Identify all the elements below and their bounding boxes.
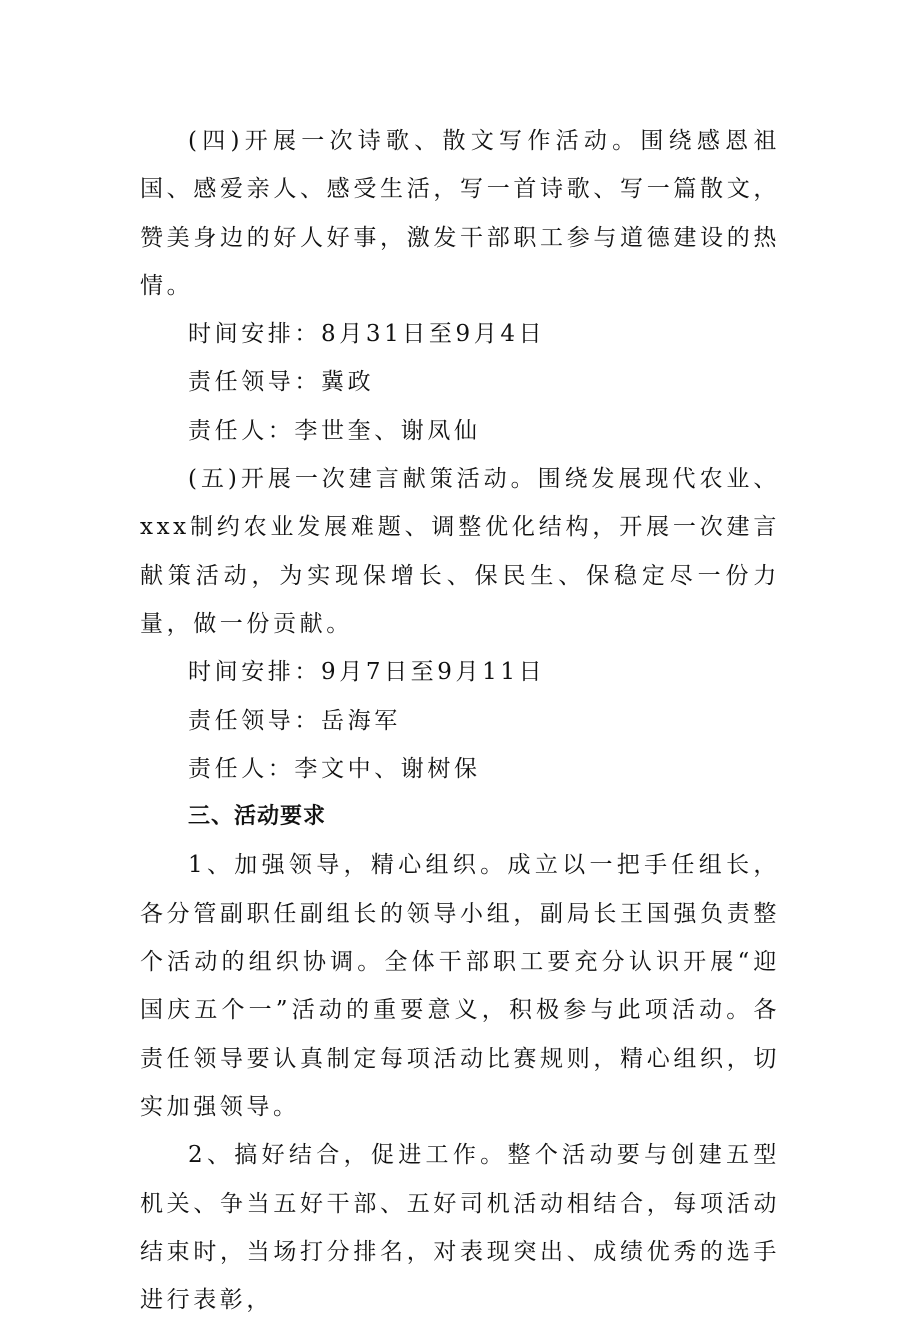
section5-leader: 责任领导：岳海军 [188, 707, 401, 734]
requirements-item-1: 1、加强领导，精心组织。成立以一把手任组长，各分管副职任副组长的领导小组，副局长王国强负责整个活动的组织协调。全体干部职工要充分认识开展“迎国庆五个一”活动的重要意义，积极参与此项活动。各责任领导要认真制定每项活动比赛规则，精心组织，切实加强领导。 [140, 852, 780, 1120]
section5-time: 时间安排：9月7日至9月11日 [188, 659, 546, 686]
section4-time: 时间安排：8月31日至9月4日 [188, 321, 546, 348]
requirements-heading: 三、活动要求 [188, 804, 327, 830]
requirements-item-2: 2、搞好结合，促进工作。整个活动要与创建五型机关、争当五好干部、五好司机活动相结合，每项活动结束时，当场打分排名，对表现突出、成绩优秀的选手进行表彰， [140, 1142, 780, 1314]
section4-responsible: 责任人：李世奎、谢凤仙 [188, 417, 481, 444]
section4-intro: (四)开展一次诗歌、散文写作活动。围绕感恩祖国、感爱亲人、感受生活，写一首诗歌、写一篇散文，赞美身边的好人好事，激发干部职工参与道德建设的热情。 [140, 128, 780, 299]
section5-responsible: 责任人：李文中、谢树保 [188, 755, 481, 782]
section4-leader: 责任领导：冀政 [188, 369, 375, 396]
section5-intro: (五)开展一次建言献策活动。围绕发展现代农业、xxx制约农业发展难题、调整优化结构，开展一次建言献策活动，为实现保增长、保民生、保稳定尽一份力量，做一份贡献。 [140, 466, 780, 637]
document-page [140, 117, 780, 1324]
